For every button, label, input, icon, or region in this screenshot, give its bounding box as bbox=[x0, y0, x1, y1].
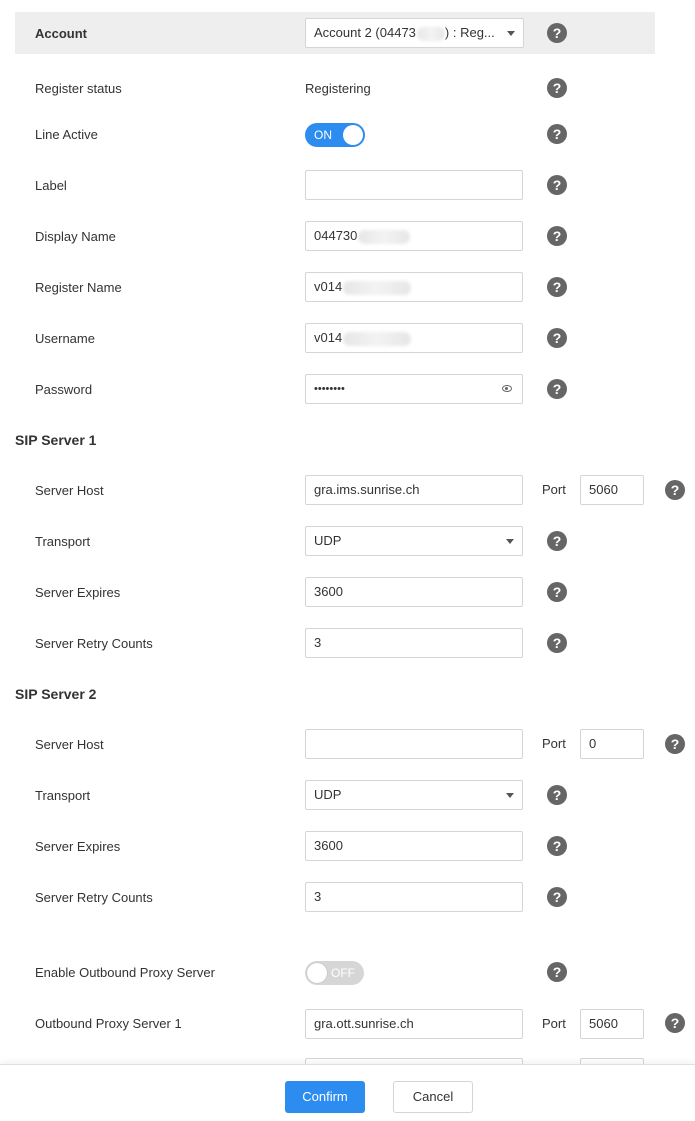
display-name-label: Display Name bbox=[35, 229, 116, 244]
password-label: Password bbox=[35, 382, 93, 397]
help-icon[interactable]: ? bbox=[547, 531, 567, 551]
redacted-blur bbox=[417, 27, 445, 41]
sip1-server-host-input[interactable]: gra.ims.sunrise.ch bbox=[305, 475, 523, 505]
help-icon[interactable]: ? bbox=[547, 175, 567, 195]
password-input[interactable] bbox=[305, 374, 523, 404]
username-input[interactable] bbox=[305, 323, 523, 353]
sip1-expires-input[interactable]: 3600 bbox=[305, 577, 523, 607]
sip-server-1-title: SIP Server 1 bbox=[15, 432, 97, 448]
help-icon[interactable]: ? bbox=[547, 328, 567, 348]
toggle-state-text: ON bbox=[314, 128, 332, 142]
enable-outbound-proxy-label: Enable Outbound Proxy Server bbox=[35, 965, 215, 980]
sip2-server-host-input[interactable] bbox=[305, 729, 523, 759]
register-name-label: Register Name bbox=[35, 280, 122, 295]
sip1-expires-label: Server Expires bbox=[35, 585, 121, 600]
help-icon[interactable]: ? bbox=[547, 124, 567, 144]
account-select-value-suffix: ) : Reg... bbox=[444, 25, 495, 40]
account-select-value-prefix: Account 2 (04473 bbox=[314, 25, 416, 40]
toggle-knob bbox=[307, 963, 327, 983]
chevron-down-icon bbox=[507, 31, 515, 36]
sip2-transport-label: Transport bbox=[35, 788, 91, 803]
eye-icon[interactable] bbox=[502, 385, 512, 392]
display-name-value: 044730 bbox=[314, 228, 358, 243]
sip1-transport-select[interactable] bbox=[305, 526, 523, 556]
help-icon[interactable]: ? bbox=[665, 480, 685, 500]
sip2-server-host-label: Server Host bbox=[35, 737, 104, 752]
outbound-proxy-1-label: Outbound Proxy Server 1 bbox=[35, 1016, 182, 1031]
footer-bar bbox=[0, 1064, 695, 1121]
redacted-blur bbox=[358, 230, 410, 244]
sip2-retry-label: Server Retry Counts bbox=[35, 890, 153, 905]
help-icon[interactable]: ? bbox=[547, 887, 567, 907]
password-value: •••••••• bbox=[314, 383, 345, 395]
label-label: Label bbox=[35, 178, 67, 193]
sip1-server-host-label: Server Host bbox=[35, 483, 104, 498]
sip-server-2-title: SIP Server 2 bbox=[15, 686, 97, 702]
sip2-transport-value: UDP bbox=[314, 787, 342, 802]
sip2-port-label: Port bbox=[542, 736, 566, 751]
sip1-retry-input[interactable]: 3 bbox=[305, 628, 523, 658]
chevron-down-icon bbox=[506, 539, 514, 544]
outbound-proxy-port-label: Port bbox=[542, 1016, 566, 1031]
help-icon[interactable]: ? bbox=[547, 78, 567, 98]
sip2-port-input[interactable]: 0 bbox=[580, 729, 644, 759]
sip1-transport-label: Transport bbox=[35, 534, 91, 549]
sip2-retry-input[interactable]: 3 bbox=[305, 882, 523, 912]
line-active-toggle[interactable] bbox=[305, 123, 365, 147]
help-icon[interactable]: ? bbox=[547, 962, 567, 982]
help-icon[interactable]: ? bbox=[547, 785, 567, 805]
enable-outbound-proxy-toggle[interactable] bbox=[305, 961, 364, 985]
line-active-label: Line Active bbox=[35, 127, 98, 142]
help-icon[interactable]: ? bbox=[547, 277, 567, 297]
register-status-value: Registering bbox=[305, 81, 371, 96]
toggle-state-text: OFF bbox=[331, 966, 355, 980]
toggle-knob bbox=[343, 125, 363, 145]
chevron-down-icon bbox=[506, 793, 514, 798]
outbound-proxy-1-input[interactable]: gra.ott.sunrise.ch bbox=[305, 1009, 523, 1039]
help-icon[interactable]: ? bbox=[665, 734, 685, 754]
register-name-value: v014 bbox=[314, 279, 343, 294]
register-status-label: Register status bbox=[35, 81, 122, 96]
username-value: v014 bbox=[314, 330, 343, 345]
sip1-port-label: Port bbox=[542, 482, 566, 497]
help-icon[interactable]: ? bbox=[665, 1013, 685, 1033]
sip2-expires-input[interactable]: 3600 bbox=[305, 831, 523, 861]
sip2-expires-label: Server Expires bbox=[35, 839, 121, 854]
help-icon[interactable]: ? bbox=[547, 379, 567, 399]
help-icon[interactable]: ? bbox=[547, 836, 567, 856]
help-icon[interactable]: ? bbox=[547, 582, 567, 602]
display-name-input[interactable] bbox=[305, 221, 523, 251]
sip1-retry-label: Server Retry Counts bbox=[35, 636, 153, 651]
account-label: Account bbox=[35, 26, 87, 41]
confirm-button[interactable]: Confirm bbox=[285, 1081, 365, 1113]
outbound-proxy-port-input[interactable]: 5060 bbox=[580, 1009, 644, 1039]
sip2-transport-select[interactable] bbox=[305, 780, 523, 810]
label-input[interactable] bbox=[305, 170, 523, 200]
username-label: Username bbox=[35, 331, 95, 346]
help-icon[interactable]: ? bbox=[547, 23, 567, 43]
redacted-blur bbox=[343, 281, 411, 295]
help-icon[interactable]: ? bbox=[547, 633, 567, 653]
help-icon[interactable]: ? bbox=[547, 226, 567, 246]
sip1-transport-value: UDP bbox=[314, 533, 342, 548]
register-name-input[interactable] bbox=[305, 272, 523, 302]
cancel-button[interactable]: Cancel bbox=[393, 1081, 473, 1113]
account-select[interactable] bbox=[305, 18, 524, 48]
redacted-blur bbox=[343, 332, 411, 346]
sip1-port-input[interactable]: 5060 bbox=[580, 475, 644, 505]
